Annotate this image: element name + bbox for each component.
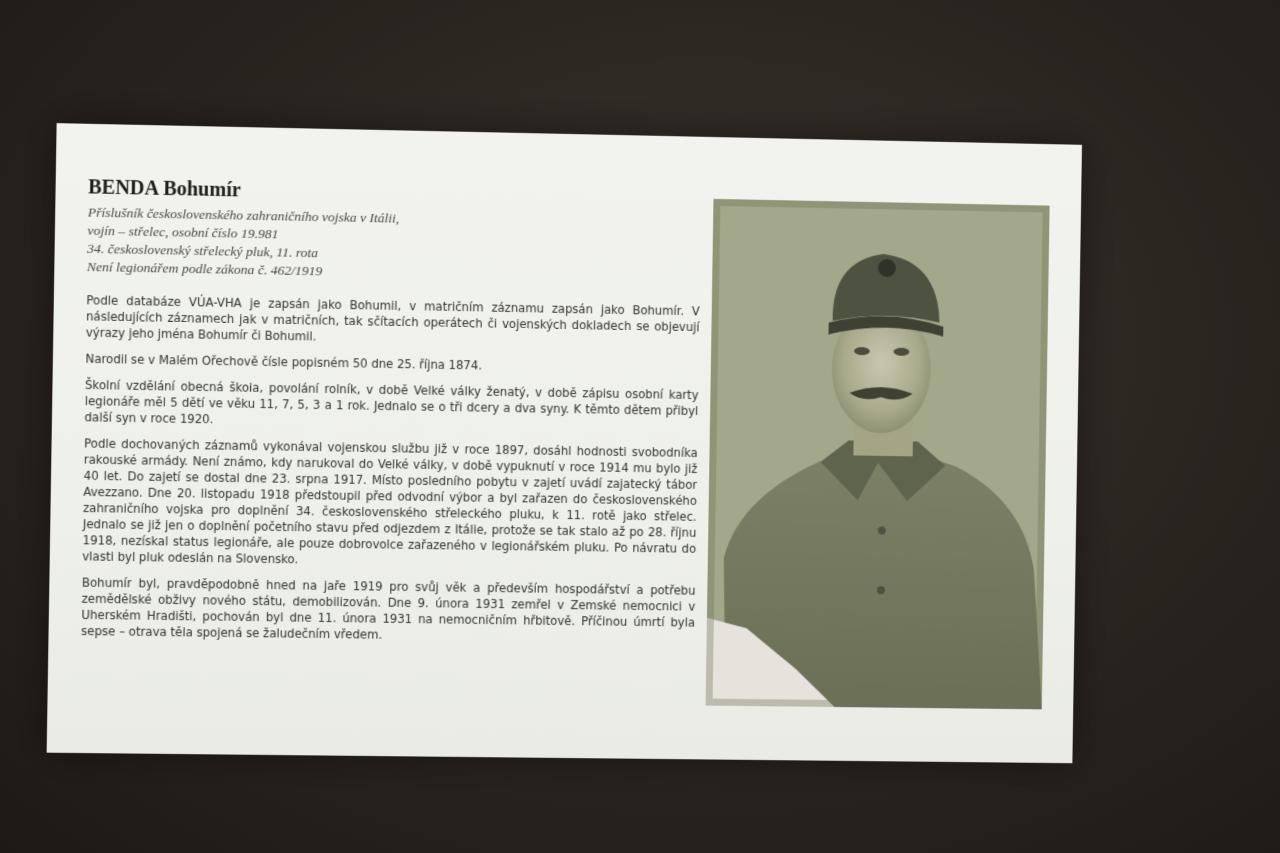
portrait-photo [706, 199, 1050, 709]
paragraph-military-service: Podle dochovaných záznamů vykonával vojenskou službu již v roce 1897, dosáhl hodnosti svobodníka rakouské armády. Není známo, kdy narukoval do Velké války, v době vypuknutí v roce 1914 mu bylo již 40 let. Do zajetí se dostal dne 23. srpna 1917. Místo posledního pobytu v zajetí uvádí zajatecký tábor Avezzano. Dne 20. listopadu 1918 předstoupil před odvodní výbor a byl zařazen do československého zahraničního vojska pro doplnění 34. československého střeleckého pluku, k 11. rotě jako střelec. Jednalo se již jen o doplnění početního stavu před odjezdem z Itálie, protože se tak stalo až po 28. říjnu 1918, nezískal status legionáře, ale pouze dobrovolce zařazeného v legionářském pluku. Po návratu do vlasti byl pluk odeslán na Slovensko. [82, 436, 698, 567]
projected-slide [47, 123, 1082, 763]
person-name: BENDA Bohumír [87, 176, 241, 202]
biography-text [81, 176, 702, 656]
biography-paragraphs [81, 292, 700, 646]
paragraph-name-records: Podle databáze VÚA-VHA je zapsán jako Bohumil, v matričním záznamu zapsán jako Bohumír. V následujících záznamech jak v matričních, tak sčítacích operátech či vojenských dokladech se objevují výrazy jeho jména Bohumír či Bohumil. [85, 293, 700, 344]
subtitle-block [87, 203, 702, 287]
subtitle-line: 34. československý střelecký pluk, 11. rota [87, 240, 319, 261]
soldier-portrait-image [706, 199, 1050, 709]
paragraph-birth: Narodil se v Malém Ořechově čísle popisném 50 dne 25. října 1874. [85, 351, 483, 373]
subtitle-line: Není legionářem podle zákona č. 462/1919 [86, 258, 323, 279]
subtitle-line: vojín – střelec, osobní číslo 19.981 [87, 222, 279, 242]
paragraph-education-family: Školní vzdělání obecná škola, povolání rolník, v době Velké války ženatý, v době zápisu osobní karty legionáře měl 5 dětí ve věku 11, 7, 5, 3 a 1 rok. Jednalo se o tři dcery a dva syny. K těmto dětem přibyl další syn v roce 1920. [84, 377, 699, 427]
paragraph-death: Bohumír byl, pravděpodobně hned na jaře 1919 pro svůj věk a především hospodářství a potřebu zemědělské obživy nového státu, demobilizován. Dne 9. února 1931 zemřel v Zemské nemocnici v Uherském Hradišti, pochován byl dne 11. února 1931 na nemocničním hřbitově. Příčinou úmrtí byla sepse – otrava těla spojená se žaludečním vředem. [81, 575, 696, 642]
subtitle-line: Příslušník československého zahraničního vojska v Itálii, [87, 204, 400, 226]
